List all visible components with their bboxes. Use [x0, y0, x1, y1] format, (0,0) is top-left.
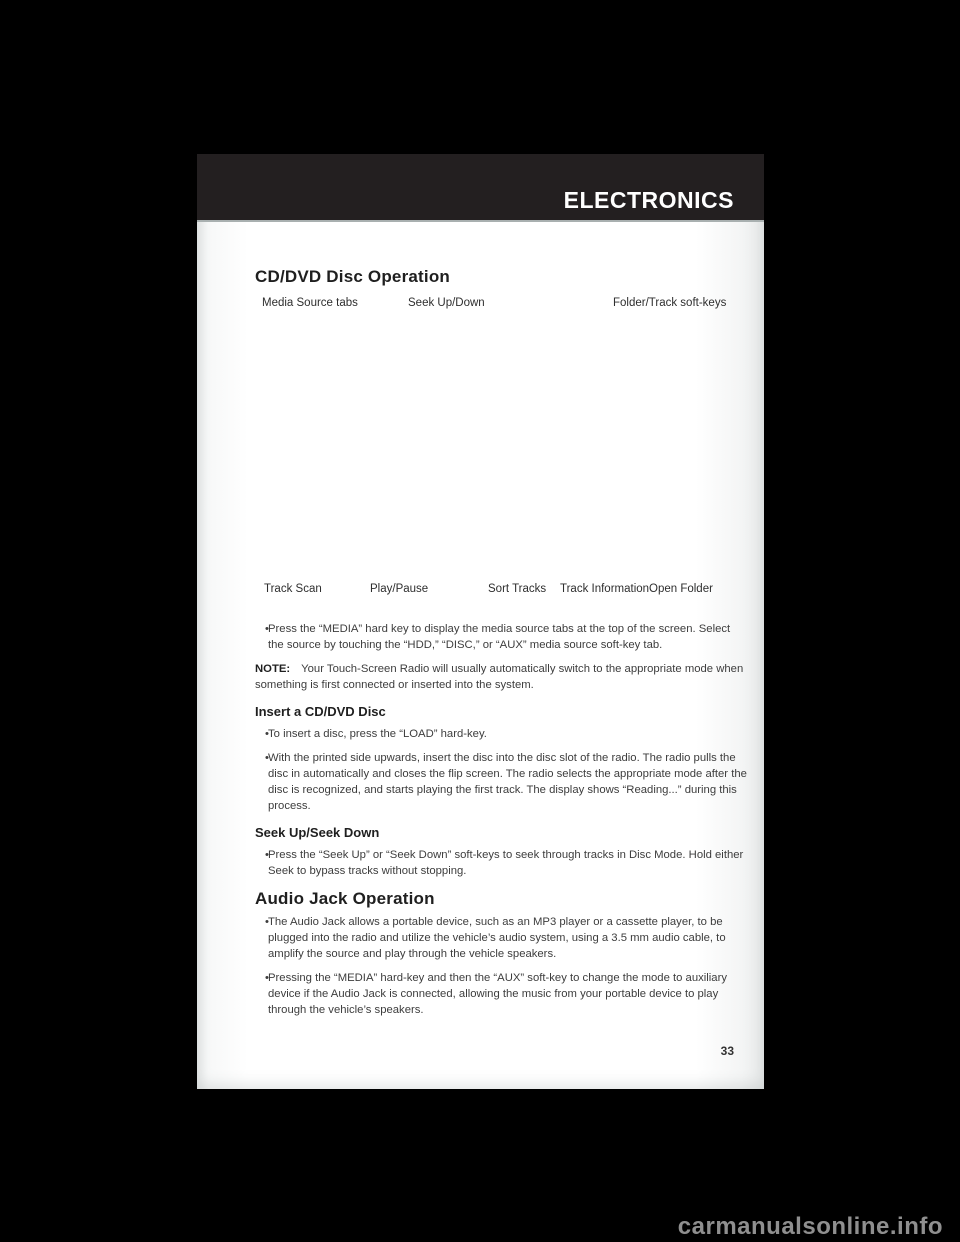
section-title: CD/DVD Disc Operation: [255, 267, 451, 286]
note-label: NOTE:: [255, 663, 291, 675]
page: [197, 154, 764, 1089]
bullet-dot: [255, 847, 268, 879]
bullet-text: Press the “Seek Up” or “Seek Down” soft-keys to seek through tracks in Disc Mode. Hold either Seek to bypass tracks without stopping.: [268, 849, 744, 877]
bullet-dot: [255, 750, 268, 814]
bullet-text: The Audio Jack allows a portable device, such as an MP3 player or a cassette player, to be plugged into the radio and utilize the vehicle’s audio system, using a 3.5 mm audio cable, to amplify the source and play through the vehicle speakers.: [268, 916, 726, 960]
bullet-insert-1: [255, 726, 747, 742]
subheading-insert-disc: Insert a CD/DVD Disc: [255, 704, 386, 719]
bullet-media-source: [255, 621, 747, 653]
figure-label-sort-tracks: Sort Tracks: [488, 583, 547, 595]
bullet-audio-1: [255, 914, 747, 962]
figure-label-track-scan: Track Scan: [264, 583, 322, 595]
note-text: Your Touch-Screen Radio will usually automatically switch to the appropriate mode when something is first connected or inserted into the system.: [255, 663, 744, 691]
bullet-text: To insert a disc, press the “LOAD” hard-key.: [268, 728, 487, 740]
figure-label-track-information: Track Information: [560, 583, 650, 595]
figure-label-folder-track-keys: Folder/Track soft-keys: [613, 297, 727, 309]
page-number: 33: [720, 1044, 734, 1058]
subheading-seek: Seek Up/Seek Down: [255, 825, 380, 840]
note-paragraph: [255, 661, 747, 693]
bullet-text: Pressing the “MEDIA” hard-key and then the “AUX” soft-key to change the mode to auxiliary device if the Audio Jack is connected, allowing the music from your portable device to play through the vehicle’s speakers.: [268, 972, 727, 1016]
figure-label-open-folder: Open Folder: [649, 583, 713, 595]
figure-label-play-pause: Play/Pause: [370, 583, 429, 595]
bullet-dot: [255, 621, 268, 653]
bullet-dot: [255, 914, 268, 962]
chapter-header-band: [197, 154, 764, 222]
figure-label-seek-up-down: Seek Up/Down: [408, 297, 485, 309]
body-copy: [255, 621, 747, 1026]
bullet-audio-2: [255, 970, 747, 1018]
bullet-text: Press the “MEDIA” hard key to display the media source tabs at the top of the screen. Select the source by touching the “HDD,” “DISC,” or “AUX” media source soft-key tab.: [268, 623, 731, 651]
bullet-dot: [255, 970, 268, 1018]
watermark-site-name: carmanualsonline.info: [677, 1213, 943, 1240]
subheading-audio-jack: Audio Jack Operation: [255, 889, 435, 908]
bullet-insert-2: [255, 750, 747, 814]
radio-figure-placeholder: [257, 314, 707, 574]
bullet-seek: [255, 847, 747, 879]
chapter-title: ELECTRONICS: [563, 187, 734, 213]
bullet-dot: [255, 726, 268, 742]
figure-label-media-source-tabs: Media Source tabs: [262, 297, 358, 309]
bullet-text: With the printed side upwards, insert the disc into the disc slot of the radio. The radio pulls the disc in automatically and closes the flip screen. The radio selects the appropriate mode after the disc is recognized, and starts playing the first track. The display shows “Reading...” during this process.: [268, 752, 747, 812]
